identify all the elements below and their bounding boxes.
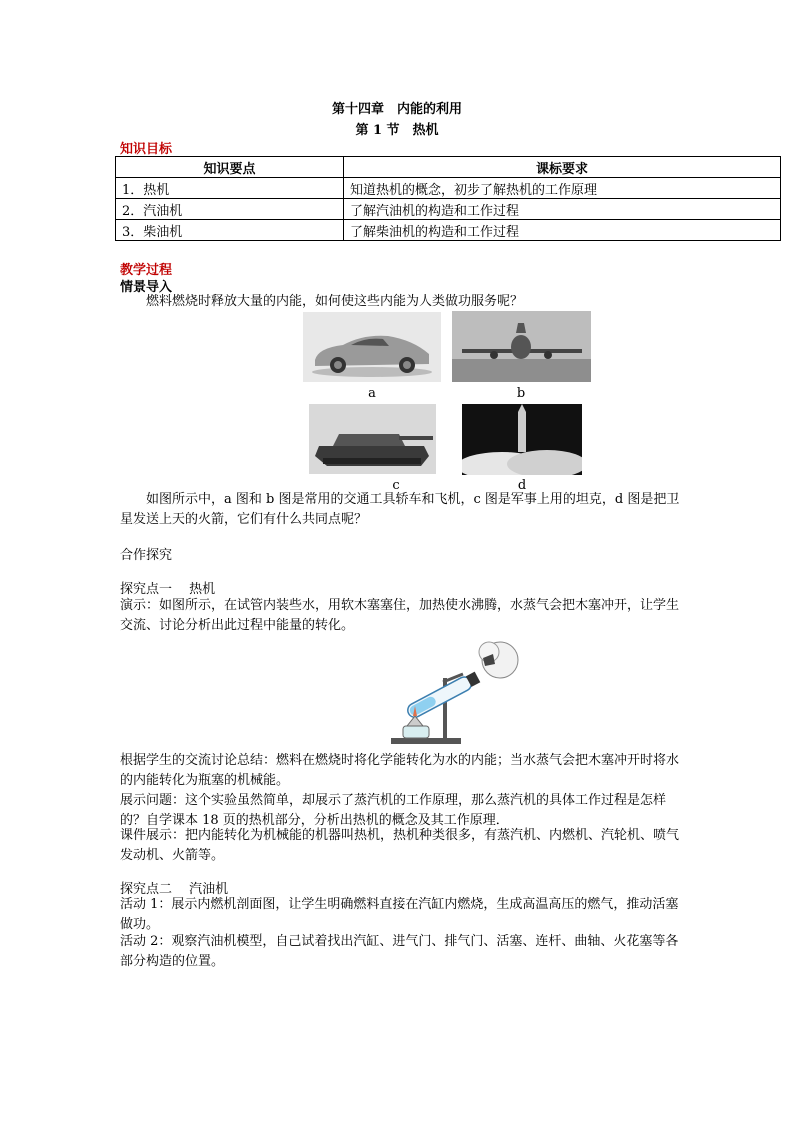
chapter-title: 第十四章 内能的利用	[331, 102, 462, 117]
table-cell: 1．热机	[116, 178, 344, 199]
point1-heading: 探究点一 热机	[120, 582, 216, 597]
caption-b: b	[516, 386, 526, 401]
table-header-row	[116, 157, 781, 178]
table-row	[116, 178, 781, 199]
caption-d: d	[517, 478, 527, 493]
intro-heading: 情景导入	[120, 280, 173, 295]
experiment-illustration	[385, 638, 525, 748]
table-header-cell: 课标要求	[344, 157, 781, 178]
table-header-cell: 知识要点	[116, 157, 344, 178]
table-row	[116, 199, 781, 220]
caption-c: c	[392, 478, 400, 493]
knowledge-table	[115, 156, 781, 241]
summary-paragraph: 根据学生的交流讨论总结：燃料在燃烧时将化学能转化为水的内能；当水蒸气会把木塞冲开时将水的内能转化为瓶塞的机械能。	[120, 753, 680, 788]
knowledge-heading: 知识目标	[120, 142, 173, 157]
figure-paragraph: 如图所示中，a 图和 b 图是常用的交通工具轿车和飞机，c 图是军事上用的坦克，d 图是把卫星发送上天的火箭，它们有什么共同点呢？	[120, 492, 680, 527]
point2-heading: 探究点二 汽油机	[120, 882, 229, 897]
section-title: 第 1 节 热机	[355, 123, 439, 138]
activity1-paragraph: 活动 1：展示内燃机剖面图，让学生明确燃料直接在汽缸内燃烧，生成高温高压的燃气，推动活塞做功。	[120, 897, 679, 932]
coop-heading: 合作探究	[120, 548, 173, 563]
activity2-paragraph: 活动 2：观察汽油机模型，自己试着找出汽缸、进气门、排气门、活塞、连杆、曲轴、火花塞等各部分构造的位置。	[120, 934, 679, 969]
table-cell: 2．汽油机	[116, 199, 344, 220]
rocket-image	[462, 404, 582, 475]
airplane-image	[452, 311, 591, 382]
table-cell: 3．柴油机	[116, 220, 344, 241]
table-cell: 了解汽油机的构造和工作过程	[344, 199, 781, 220]
question-paragraph: 展示问题：这个实验虽然简单，却展示了蒸汽机的工作原理，那么蒸汽机的具体工作过程是怎样的？自学课本 18 页的热机部分，分析出热机的概念及其工作原理．	[120, 793, 667, 828]
intro-paragraph: 燃料燃烧时释放大量的内能，如何使这些内能为人类做功服务呢？	[146, 294, 524, 309]
courseware-paragraph: 课件展示：把内能转化为机械能的机器叫热机，热机种类很多，有蒸汽机、内燃机、汽轮机、喷气发动机、火箭等。	[120, 828, 680, 863]
teaching-heading: 教学过程	[120, 263, 173, 278]
caption-a: a	[368, 386, 376, 401]
demo-paragraph: 演示：如图所示，在试管内装些水，用软木塞塞住，加热使水沸腾，水蒸气会把木塞冲开，让学生交流、讨论分析出此过程中能量的转化。	[120, 598, 680, 633]
tank-image	[309, 404, 436, 474]
table-row	[116, 220, 781, 241]
table-cell: 知道热机的概念，初步了解热机的工作原理	[344, 178, 781, 199]
table-cell: 了解柴油机的构造和工作过程	[344, 220, 781, 241]
car-image	[303, 312, 441, 382]
